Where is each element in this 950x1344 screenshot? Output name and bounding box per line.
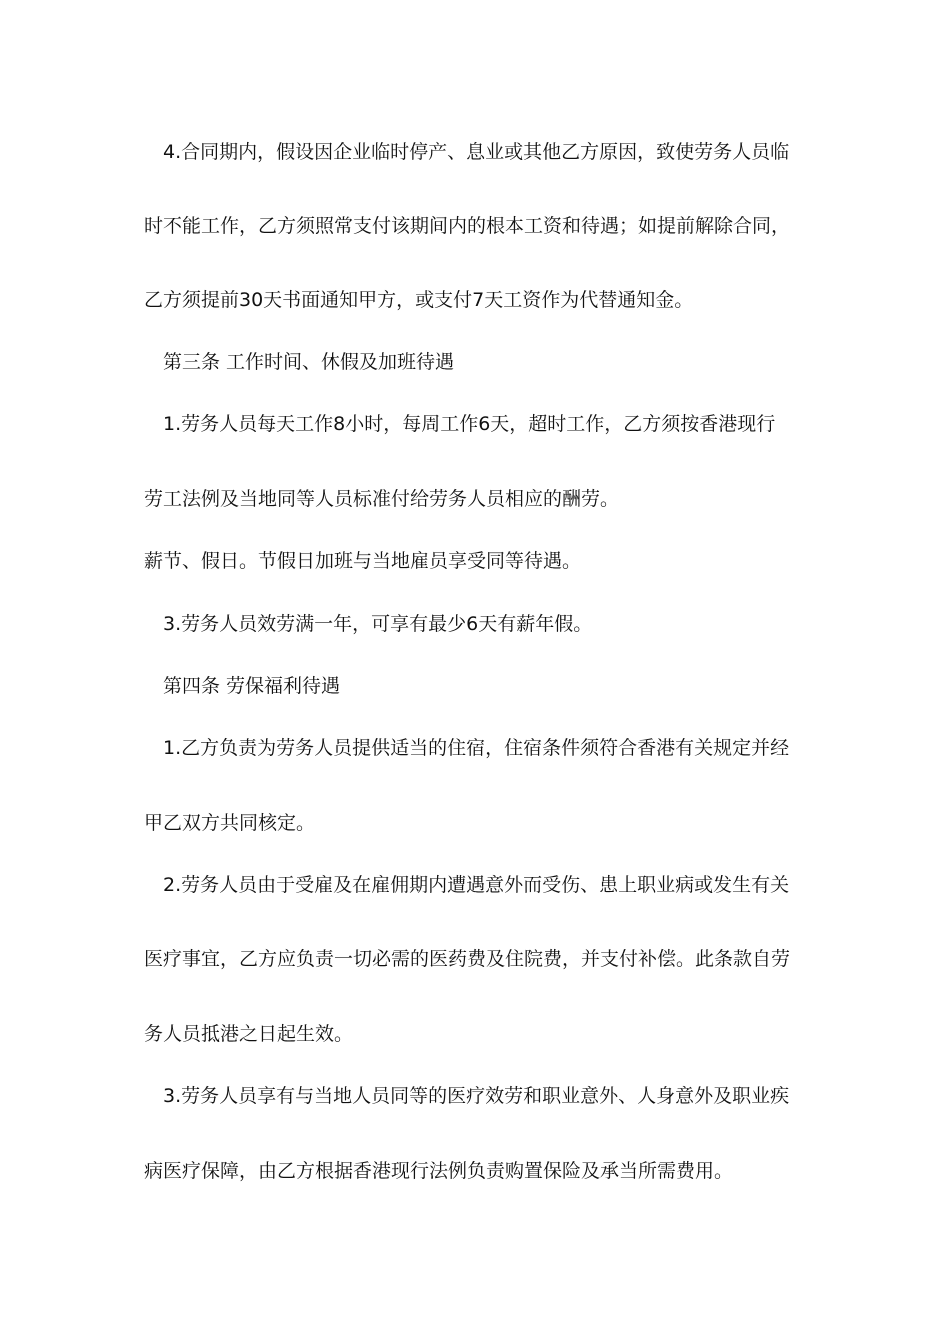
article-4-item-1-line-1: 1.乙方负责为劳务人员提供适当的住宿，住宿条件须符合香港有关规定并经 xyxy=(163,737,790,759)
article-4-item-3-line-2: 病医疗保障，由乙方根据香港现行法例负责购置保险及承当所需费用。 xyxy=(144,1160,734,1182)
article-4-item-1-line-2: 甲乙双方共同核定。 xyxy=(144,812,316,834)
article-4-item-3-line-1: 3.劳务人员享有与当地人员同等的医疗效劳和职业意外、人身意外及职业疾 xyxy=(163,1085,790,1107)
article-3-item-3: 3.劳务人员效劳满一年，可享有最少6天有薪年假。 xyxy=(163,613,593,635)
clause-2-item-4-line-3: 乙方须提前30天书面通知甲方，或支付7天工资作为代替通知金。 xyxy=(144,289,694,311)
clause-2-item-4-line-2: 时不能工作，乙方须照常支付该期间内的根本工资和待遇；如提前解除合同， xyxy=(144,215,791,237)
article-4-item-2-line-1: 2.劳务人员由于受雇及在雇佣期内遭遇意外而受伤、患上职业病或发生有关 xyxy=(163,874,790,896)
article-3-heading: 第三条 工作时间、休假及加班待遇 xyxy=(163,351,455,373)
clause-2-item-4-line-1: 4.合同期内，假设因企业临时停产、息业或其他乙方原因，致使劳务人员临 xyxy=(163,141,790,163)
article-4-item-2-line-3: 务人员抵港之日起生效。 xyxy=(144,1023,354,1045)
article-4-heading: 第四条 劳保福利待遇 xyxy=(163,675,341,697)
article-4-item-2-line-2: 医疗事宜，乙方应负责一切必需的医药费及住院费，并支付补偿。此条款自劳 xyxy=(144,948,791,970)
article-3-item-1-line-1: 1.劳务人员每天工作8小时，每周工作6天，超时工作，乙方须按香港现行 xyxy=(163,413,776,435)
article-3-item-1-line-2: 劳工法例及当地同等人员标准付给劳务人员相应的酬劳。 xyxy=(144,488,620,510)
article-3-item-2-fragment: 薪节、假日。节假日加班与当地雇员享受同等待遇。 xyxy=(144,550,582,572)
